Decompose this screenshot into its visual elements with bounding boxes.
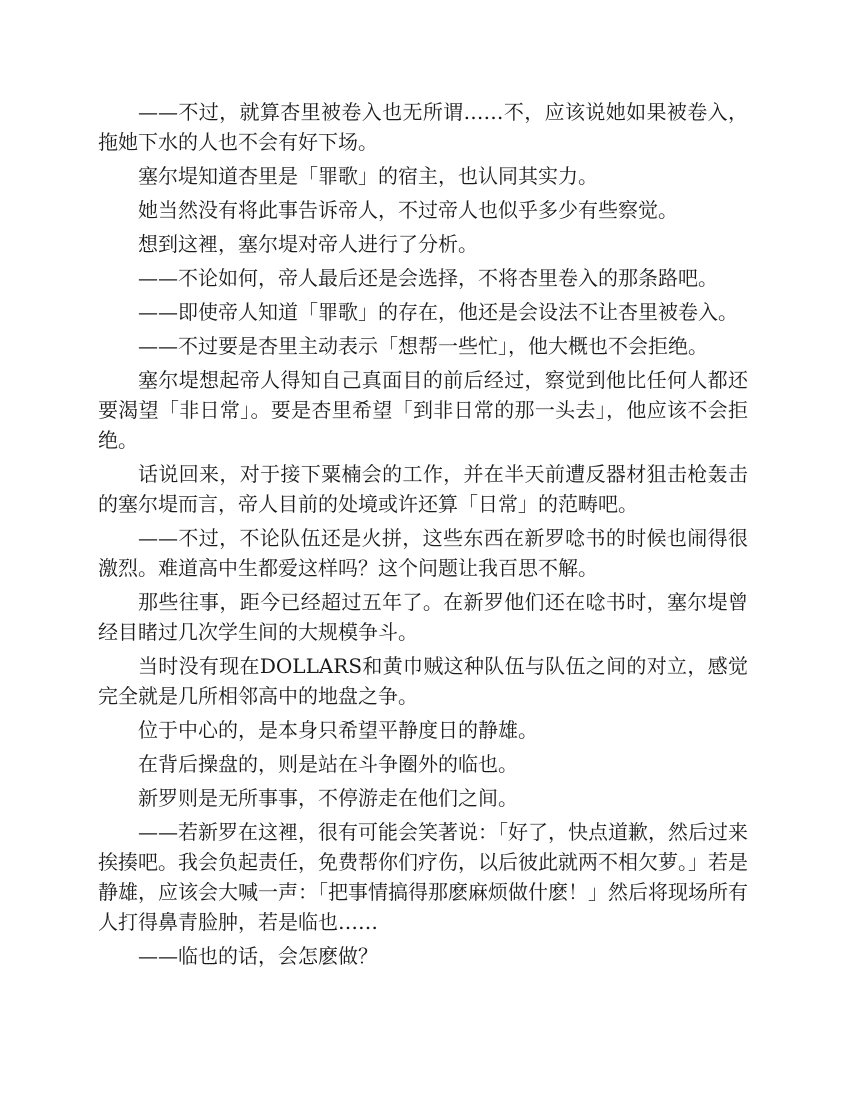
paragraph-12: 当时没有现在DOLLARS和黄巾贼这种队伍与队伍之间的对立，感觉完全就是几所相邻高中的地盘之争。 (98, 654, 748, 708)
paragraph-7: ——不过要是杏里主动表示「想帮一些忙」，他大概也不会拒绝。 (138, 334, 708, 358)
paragraph-4: 想到这裡，塞尔堤对帝人进行了分析。 (138, 232, 478, 256)
paragraph-8: 塞尔堤想起帝人得知自己真面目的前后经过，察觉到他比任何人都还要渴望「非日常」。要是杏里希望「到非日常的那一头去」，他应该不会拒绝。 (98, 368, 748, 452)
paragraph-5: ——不论如何，帝人最后还是会选择，不将杏里卷入的那条路吧。 (138, 266, 718, 290)
document-page (98, 97, 748, 975)
paragraph-14: 在背后操盘的，则是站在斗争圈外的临也。 (138, 752, 518, 776)
paragraph-1: ——不过，就算杏里被卷入也无所谓……不，应该说她如果被卷入，拖她下水的人也不会有好下场。 (98, 100, 748, 154)
paragraph-6: ——即使帝人知道「罪歌」的存在，他还是会设法不让杏里被卷入。 (138, 300, 738, 324)
paragraph-16: ——若新罗在这裡，很有可能会笑著说：「好了，快点道歉，然后过来挨揍吧。我会负起责任，免费帮你们疗伤，以后彼此就两不相欠萝。」若是静雄，应该会大喊一声：「把事情搞得那麽麻烦做什麽！」然后将现场所有人打得鼻青脸肿，若是临也…… (98, 820, 748, 934)
paragraph-13: 位于中心的，是本身只希望平静度日的静雄。 (138, 718, 538, 742)
paragraph-3: 她当然没有将此事告诉帝人，不过帝人也似乎多少有些察觉。 (138, 198, 678, 222)
paragraph-15: 新罗则是无所事事，不停游走在他们之间。 (138, 786, 518, 810)
paragraph-2: 塞尔堤知道杏里是「罪歌」的宿主，也认同其实力。 (138, 164, 598, 188)
paragraph-17: ——临也的话，会怎麽做？ (138, 944, 378, 968)
paragraph-11: 那些往事，距今已经超过五年了。在新罗他们还在唸书时，塞尔堤曾经目睹过几次学生间的大规模争斗。 (98, 590, 748, 644)
paragraph-10: ——不过，不论队伍还是火拼，这些东西在新罗唸书的时候也闹得很激烈。难道高中生都爱这样吗？这个问题让我百思不解。 (98, 526, 748, 580)
paragraph-9: 话说回来，对于接下粟楠会的工作，并在半天前遭反器材狙击枪轰击的塞尔堤而言，帝人目前的处境或许还算「日常」的范畴吧。 (98, 462, 748, 516)
